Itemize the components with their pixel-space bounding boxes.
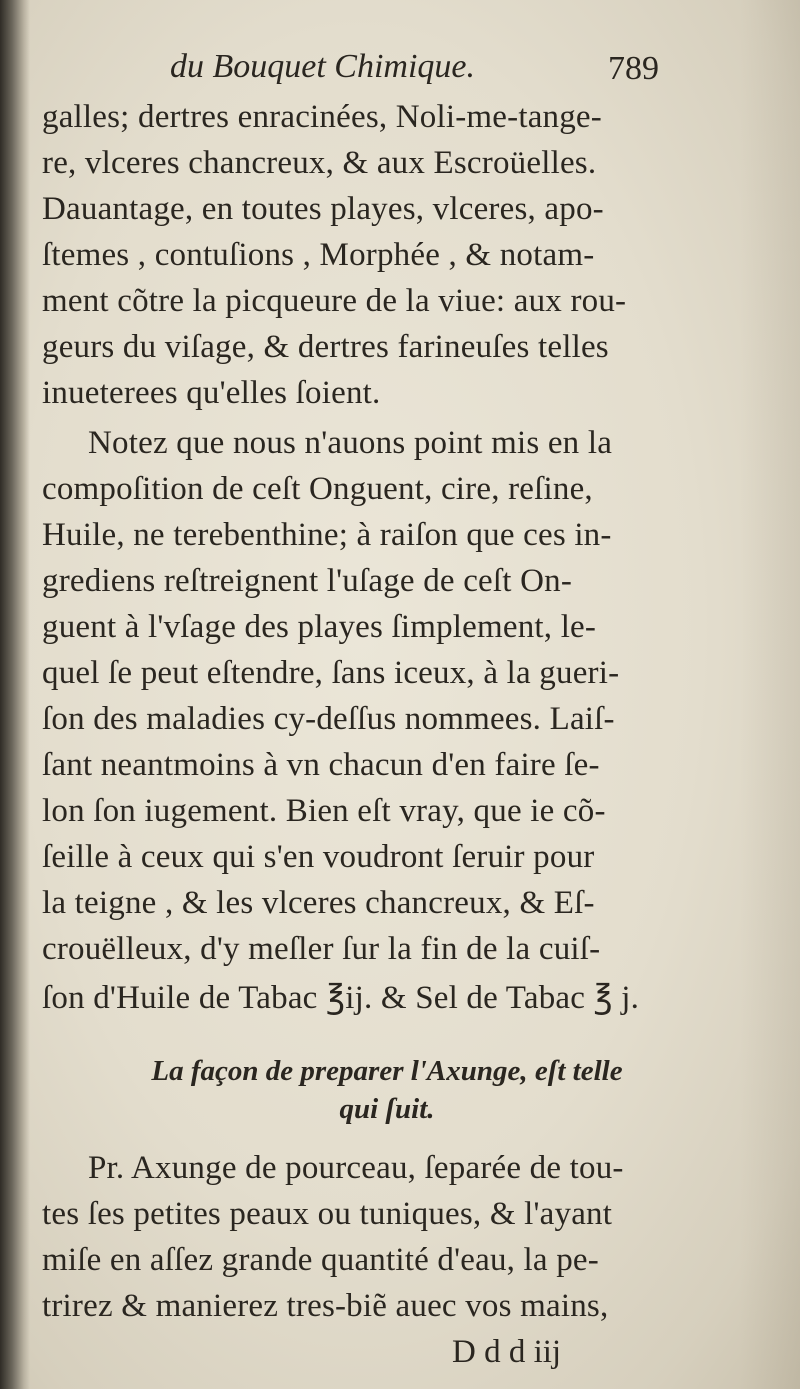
text-line: trirez & manierez tres-biẽ auec vos mains, <box>42 1288 609 1324</box>
section-heading: qui ſuit. <box>339 1093 435 1125</box>
text-line: ſon des maladies cy-deſſus nommees. Laiſ- <box>42 701 615 737</box>
text-line: ment cõtre la picqueure de la viue: aux rou- <box>42 283 627 319</box>
text-line: Notez que nous n'auons point mis en la <box>88 425 613 461</box>
text-line: grediens reſtreignent l'uſage de ceſt On- <box>42 563 573 599</box>
text-line: miſe en aſſez grande quantité d'eau, la pe- <box>42 1242 599 1278</box>
text-line: re, vlceres chancreux, & aux Escroüelles. <box>42 145 597 181</box>
text-line: ſeille à ceux qui s'en voudront ſeruir pour <box>42 839 595 875</box>
text-line: geurs du viſage, & dertres farineuſes telles <box>42 329 609 365</box>
text-line: crouëlleux, d'y meſler ſur la fin de la cuiſ- <box>42 931 601 967</box>
section-heading: La façon de preparer l'Axunge, eſt telle <box>151 1055 623 1087</box>
text-line: Huile, ne terebenthine; à raiſon que ces in- <box>42 517 612 553</box>
page-gutter-shadow <box>0 0 30 1389</box>
page-number: 789 <box>608 50 659 87</box>
text-line: galles; dertres enracinées, Noli-me-tange- <box>42 99 602 135</box>
page-edge-shadow <box>740 0 800 1389</box>
text-line: ſon d'Huile de Tabac ℥ij. & Sel de Tabac ℥ j. <box>42 980 640 1016</box>
text-line: lon ſon iugement. Bien eſt vray, que ie cõ- <box>42 793 606 829</box>
text-line: inueterees qu'elles ſoient. <box>42 375 381 411</box>
signature-mark: D d d iij <box>452 1334 562 1370</box>
text-line: Pr. Axunge de pourceau, ſeparée de tou- <box>88 1150 624 1186</box>
text-line: quel ſe peut eſtendre, ſans iceux, à la gueri- <box>42 655 620 691</box>
text-line: ſant neantmoins à vn chacun d'en faire ſe- <box>42 747 600 783</box>
text-line: la teigne , & les vlceres chancreux, & Eſ- <box>42 885 595 921</box>
text-line: Dauantage, en toutes playes, vlceres, apo- <box>42 191 604 227</box>
text-line: guent à l'vſage des playes ſimplement, le- <box>42 609 597 645</box>
text-line: ſtemes , contuſions , Morphée , & notam- <box>42 237 595 273</box>
text-line: compoſition de ceſt Onguent, cire, reſine, <box>42 471 593 507</box>
running-title: du Bouquet Chimique. <box>170 48 476 85</box>
text-line: tes ſes petites peaux ou tuniques, & l'ayant <box>42 1196 613 1232</box>
